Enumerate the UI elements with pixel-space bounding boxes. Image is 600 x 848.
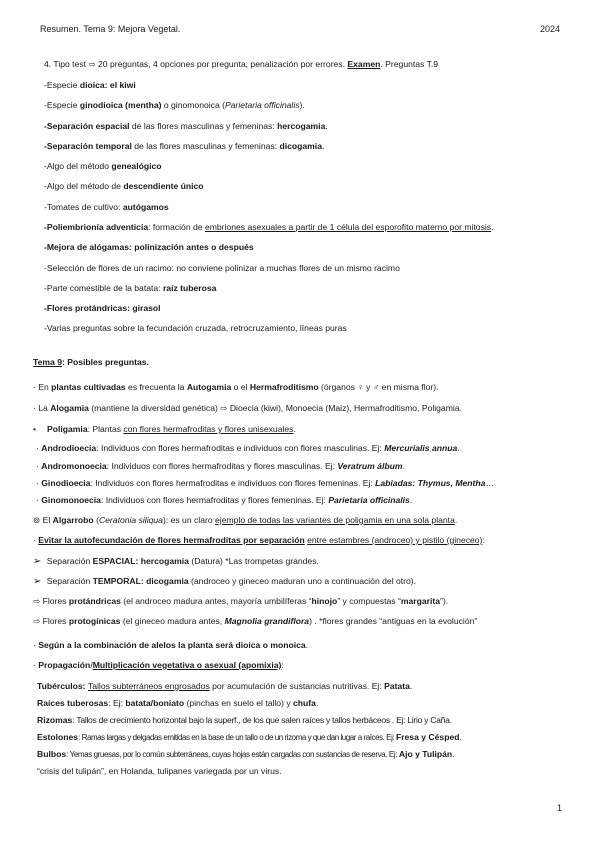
paragraph: · Según a la combinación de alelos la planta será dioica o monoica. xyxy=(33,640,309,650)
paragraph: ➢ Separación TEMPORAL: dicogamia (androceo y gineceo maduran uno a continuación del otro). xyxy=(33,576,417,587)
paragraph: · La Alogamia (mantiene la diversidad genética) ⇨ Dioecia (kiwi), Monoecia (Maiz), Hermafroditismo, Poligamia. xyxy=(33,403,462,413)
circled-dot-icon: ⊚ xyxy=(33,515,41,525)
header-title: Resumen. Tema 9: Mejora Vegetal. xyxy=(40,24,181,34)
exam-item: -Mejora de alógamas: polinización antes o después xyxy=(44,242,254,252)
list-item: Rizomas: Tallos de crecimiento horizontal bajo la superf., de los que salen raíces y tallos herbáceos . Ej: Lirio y Caña. xyxy=(37,715,452,725)
arrowhead-icon: ➢ xyxy=(33,576,42,587)
exam-item: -Especie dioica: el kiwi xyxy=(44,80,136,90)
list-item: · Andromonoecia: Individuos con flores hermafroditas y flores masculinas. Ej: Veratrum álbum. xyxy=(36,461,405,471)
list-item: · Androdioecia: Individuos con flores hermafroditas e individuos con flores masculinas. Ej: Mercurialis annua. xyxy=(36,443,460,453)
exam-item: -Algo del método genealógico xyxy=(44,161,162,171)
list-item: · Ginodioecia: Individuos con flores hermafroditas e individuos con flores femeninas. Ej: Labiadas: Thymus, Mentha… xyxy=(36,478,495,488)
exam-item: -Tomates de cultivo: autógamos xyxy=(44,202,169,212)
bullet-icon: • xyxy=(33,424,37,434)
exam-item: -Separación espacial de las flores masculinas y femeninas: hercogamia. xyxy=(44,121,328,131)
arrow-icon: ⇨ xyxy=(33,596,41,606)
paragraph: ⇨ Flores protogínicas (el gineceo madura antes, Magnolia grandiflora) . *flores grandes “antiguas en la evolución” xyxy=(33,616,478,626)
list-item: · Ginomonoecia: Individuos con flores hermafroditas y flores femeninas. Ej: Parietaria officinalis. xyxy=(36,495,413,505)
exam-item: -Flores protándricas: girasol xyxy=(44,303,161,313)
exam-item: -Especie ginodioica (mentha) o ginomonoica (Parietaria officinalis). xyxy=(44,100,305,110)
list-item: Raíces tuberosas: Ej: batata/boniato (pinchas en suelo el tallo) y chufa. xyxy=(37,698,319,708)
paragraph: · Propagación/Multiplicación vegetativa o asexual (apomixia): xyxy=(33,660,284,670)
paragraph: · Evitar la autofecundación de flores hermafroditas por separación entre estambres (androceo) y pistilo (gineceo): xyxy=(33,535,485,545)
page-number: 1 xyxy=(556,803,562,814)
page-header xyxy=(40,24,560,35)
paragraph: ⊚ El Algarrobo (Ceratonia siliqua): es un claro ejemplo de todas las variantes de poligamia en una sola planta. xyxy=(33,515,458,525)
paragraph: · En plantas cultivadas es frecuenta la Autogamia o el Hermafroditismo (órganos ♀ y ♂ en misma flor). xyxy=(33,382,439,392)
exam-item: -Separación temporal de las flores masculinas y femeninas: dicogamia. xyxy=(44,141,325,151)
list-item: “crisis del tulipán”, en Holanda, tulipanes variegada por un virus. xyxy=(37,766,282,776)
list-item: Tubérculos: Tallos subterráneos engrosados por acumulación de sustancias nutritivas. Ej: Patata. xyxy=(37,681,413,691)
arrow-icon: ⇨ xyxy=(88,59,96,69)
section-title: Tema 9: Posibles preguntas. xyxy=(33,357,149,367)
arrow-icon: ⇨ xyxy=(33,616,41,626)
exam-item: -Parte comestible de la batata: raíz tuberosa xyxy=(44,283,217,293)
arrowhead-icon: ➢ xyxy=(33,556,42,567)
exam-item: -Selección de flores de un racimo: no conviene polinizar a muchas flores de un mismo racimo xyxy=(44,263,400,273)
list-item: Estolones: Ramas largas y delgadas emitidas en la base de un tallo o de un rizoma y que dan lugar a raíces. Ej: Fresa y Césped. xyxy=(37,732,462,742)
paragraph: ⇨ Flores protándricas (el androceo madura antes, mayoría umbilíferas “hinojo” y compuestas “margarita”). xyxy=(33,596,449,606)
exam-intro: 4. Tipo test ⇨ 20 preguntas, 4 opciones por pregunta, penalización por errores. Examen. Preguntas T.9 xyxy=(44,59,439,69)
header-year: 2024 xyxy=(539,24,560,34)
list-item: Bulbos: Yemas gruesas, por lo común subterráneas, cuyas hojas están cargadas con sustancias de reserva. Ej: Ajo y Tulipán. xyxy=(37,749,455,759)
exam-item: -Varias preguntas sobre la fecundación cruzada, retrocruzamiento, líneas puras xyxy=(44,323,347,333)
exam-item: -Algo del método de descendiente único xyxy=(44,181,204,191)
paragraph: ➢ Separación ESPACIAL: hercogamia (Datura) *Las trompetas grandes. xyxy=(33,556,319,567)
exam-item: -Poliembrionía adventicia: formación de embriones asexuales a partir de 1 célula del esporofito materno por mitosis. xyxy=(44,222,494,232)
paragraph: • Poligamia: Plantas con flores hermafroditas y flores unisexuales. xyxy=(33,424,296,434)
